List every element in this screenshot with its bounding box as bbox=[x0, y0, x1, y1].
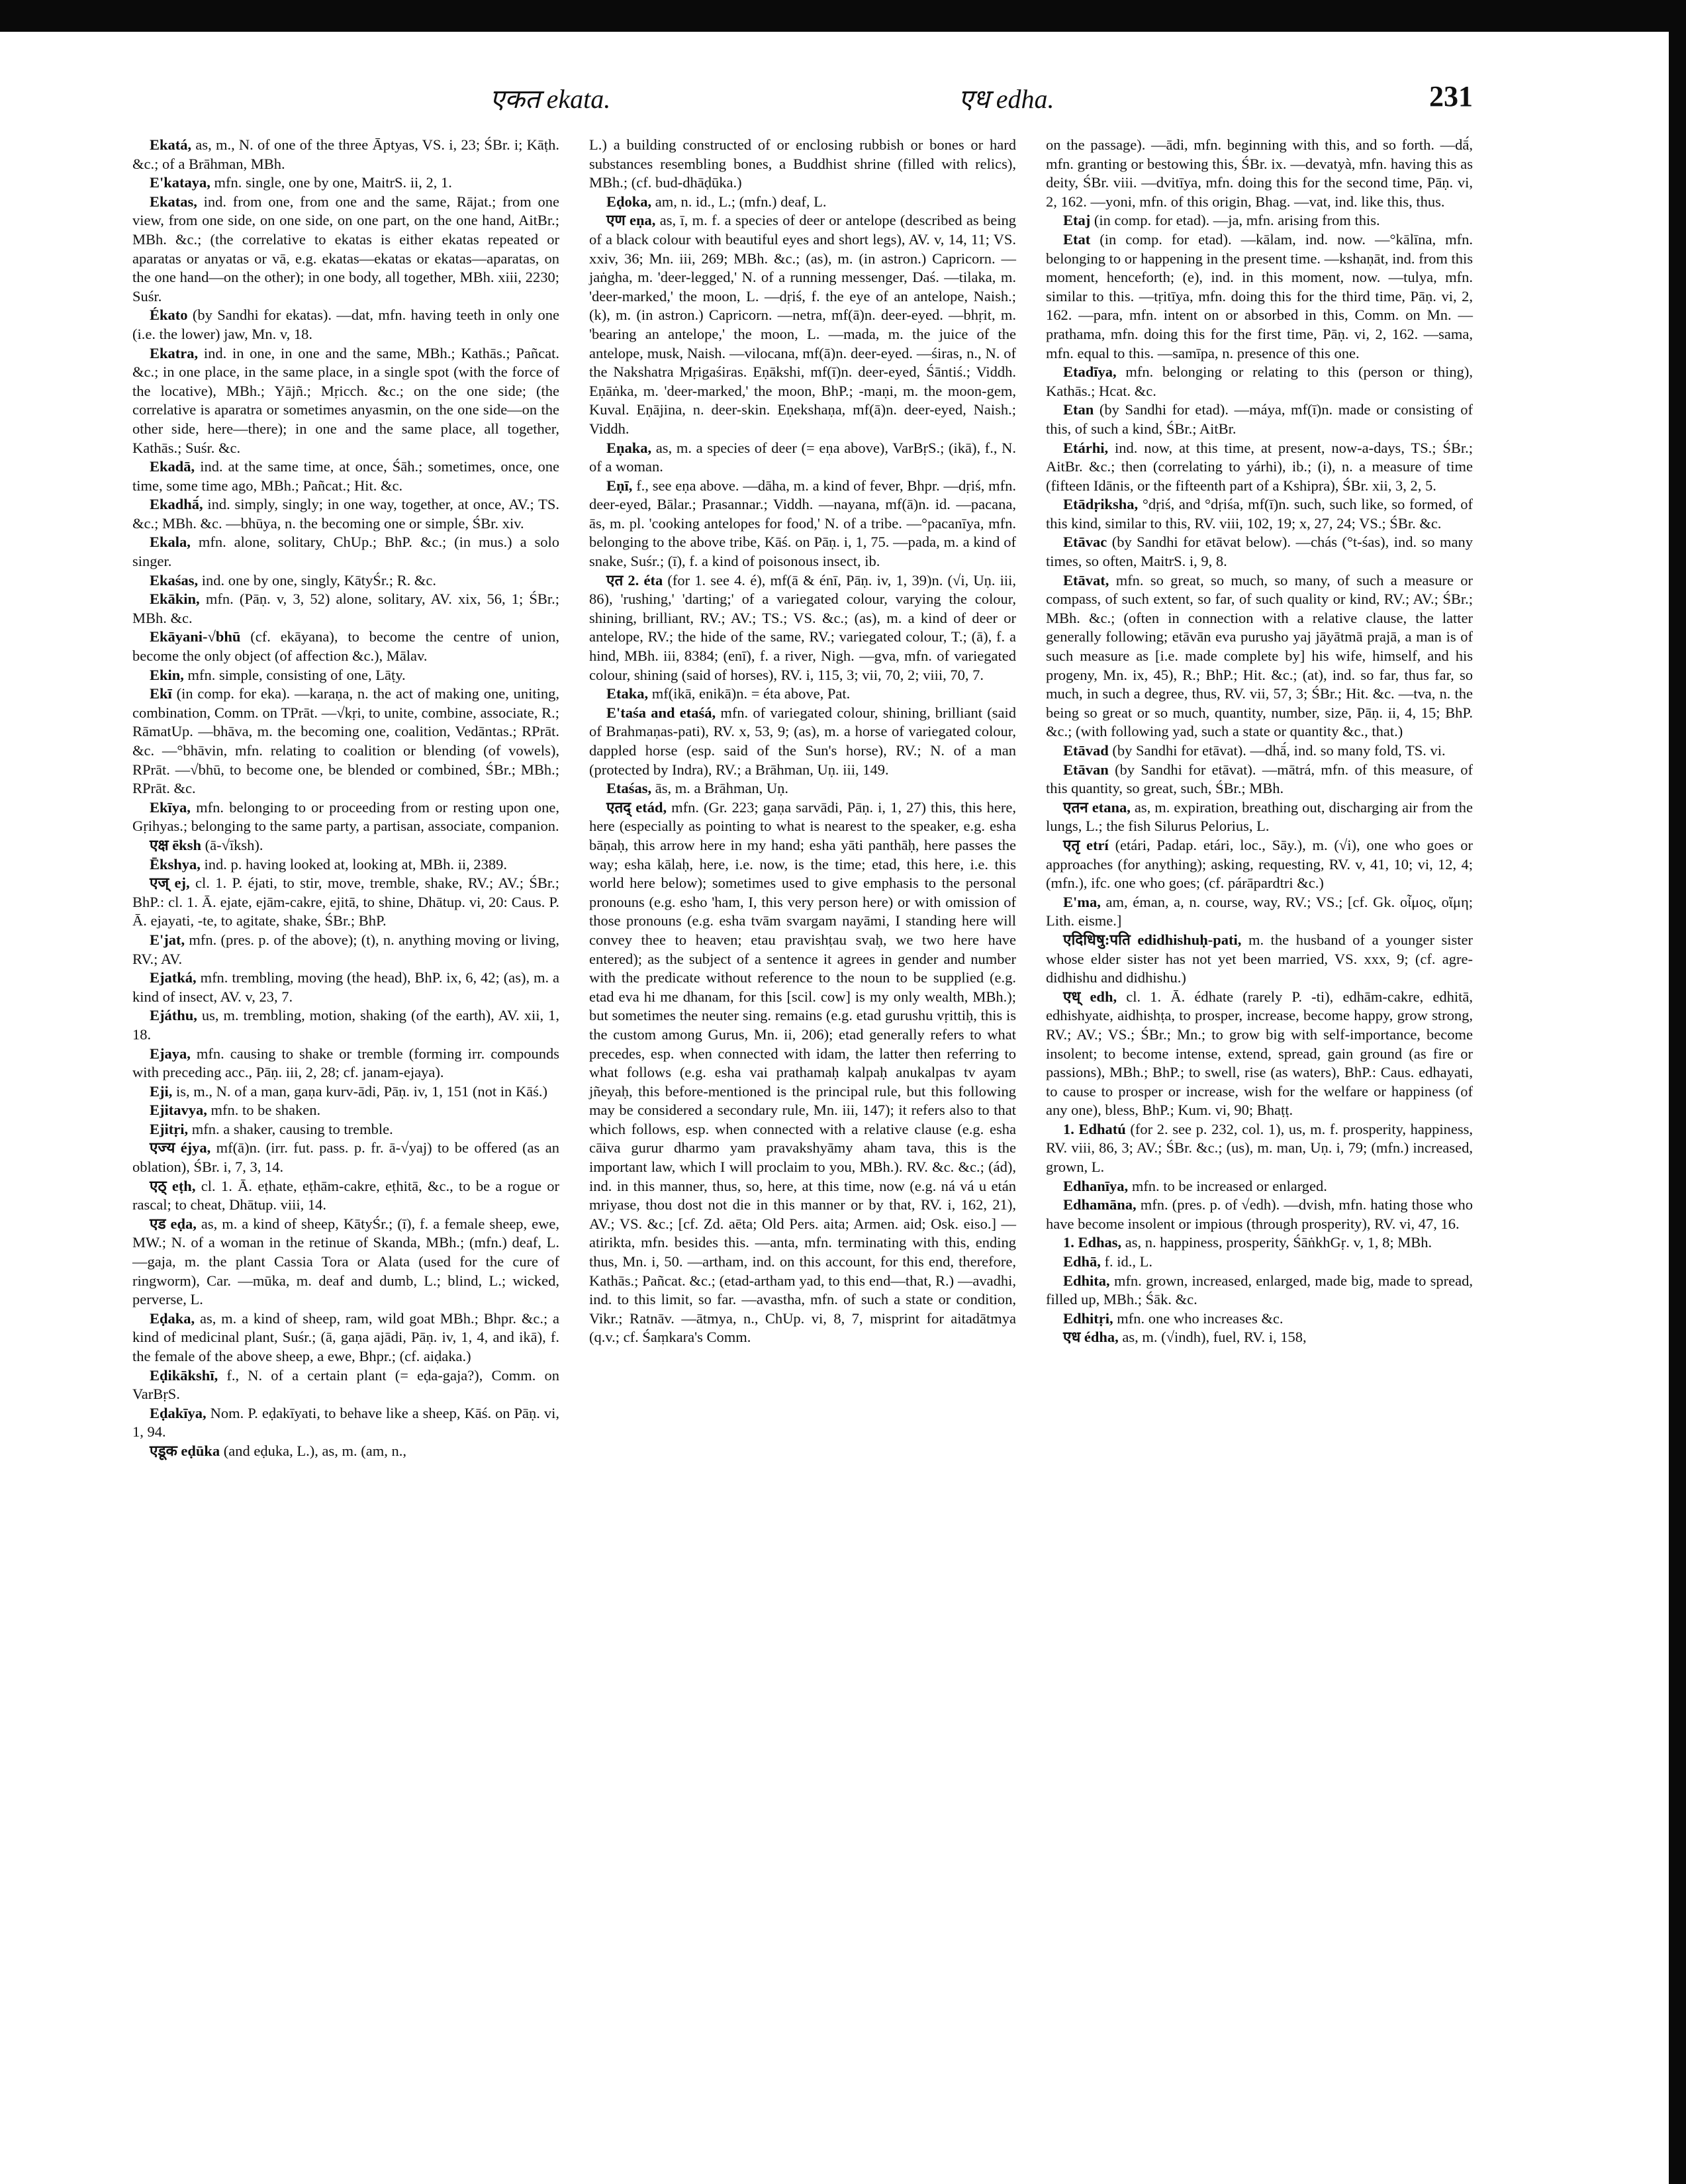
entry-definition: mf(ikā, enikā)n. = éta above, Pat. bbox=[651, 685, 851, 702]
entry-definition: mfn. belonging or relating to this (person or thing), Kathās.; Hcat. &c. bbox=[1046, 363, 1474, 399]
running-head-left: एकत ekata. bbox=[490, 84, 611, 114]
dictionary-entry bbox=[1046, 363, 1473, 401]
entry-headword: Ēkshya, bbox=[150, 855, 201, 873]
dictionary-entry bbox=[132, 1366, 559, 1404]
entry-definition: as, m. a kind of sheep, KātyŚr.; (ī), f. a female sheep, ewe, MW.; N. of a woman in the retinue of Skanda, MBh.; (mfn.) deaf, L. —gaja, m. the plant Cassia Tora or Alata (used for the cure of ringworm), Car. —mūka, m. deaf and dumb, L.; blind, L.; wicked, perverse, L. bbox=[132, 1215, 560, 1308]
entry-definition: (ā-√īksh). bbox=[205, 836, 263, 853]
entry-headword: Ekin, bbox=[150, 666, 184, 683]
dictionary-entry bbox=[1046, 741, 1473, 761]
dictionary-entry bbox=[1046, 495, 1473, 533]
dictionary-entry bbox=[132, 1045, 559, 1082]
entry-headword: Edhamāna, bbox=[1063, 1196, 1137, 1213]
entry-headword: Eḍoka, bbox=[606, 193, 652, 210]
entry-headword: 1. Edhatú bbox=[1063, 1120, 1126, 1137]
dictionary-entry bbox=[1046, 230, 1473, 363]
dictionary-entry bbox=[132, 495, 559, 533]
dictionary-entry bbox=[132, 1309, 559, 1366]
entry-headword: Etaśas, bbox=[606, 780, 652, 797]
entry-definition: mfn. belonging to or proceeding from or resting upon one, Gṛihyas.; belonging to the same party, a partisan, associate, companion. bbox=[132, 798, 560, 835]
entry-definition: (cf. ekāyana), to become the centre of union, become the only object (of affection &c.), Mālav. bbox=[132, 628, 560, 665]
entry-definition: (in comp. for etad). —ja, mfn. arising from this. bbox=[1094, 212, 1380, 229]
entry-headword: एध् edh, bbox=[1063, 988, 1117, 1005]
entry-definition: as, m. (√indh), fuel, RV. i, 158, bbox=[1122, 1329, 1307, 1346]
dictionary-entry bbox=[1046, 1177, 1473, 1196]
entry-headword: Ekadā, bbox=[150, 458, 195, 475]
entry-headword: Ejatká, bbox=[150, 969, 197, 986]
entry-headword: Etárhi, bbox=[1063, 439, 1109, 456]
dictionary-entry bbox=[132, 855, 559, 875]
entry-headword: Etāvad bbox=[1063, 742, 1109, 759]
entry-definition: is, m., N. of a man, gaṇa kurv-ādi, Pāṇ. iv, 1, 151 (not in Kāś.) bbox=[176, 1082, 547, 1100]
dictionary-entry bbox=[1046, 931, 1473, 988]
dictionary-column-middle bbox=[589, 136, 1016, 1347]
entry-headword: Eḍakīya, bbox=[150, 1404, 207, 1421]
entry-definition: (etári, Padap. etári, loc., Sāy.), m. (√i), one who goes or approaches (for anything); asking, requesting, RV. v, 41, 10; vi, 12, 4; (mfn.), ifc. one who goes; (cf. párāpardtri &c.) bbox=[1046, 836, 1473, 892]
entry-headword: Ekatra, bbox=[150, 344, 199, 361]
dictionary-entry bbox=[132, 1139, 559, 1176]
entry-headword: Edhā, bbox=[1063, 1253, 1101, 1270]
entry-headword: Ekadhā́, bbox=[150, 496, 203, 513]
dictionary-entry bbox=[1046, 571, 1473, 741]
entry-definition: (in comp. for eka). —karaṇa, n. the act of making one, uniting, combination, Comm. on TPrāt. —√kṛi, to unite, combine, associate, R.; RāmatUp. —bhāva, m. the becoming one, coalition, Vedāntas.; RPrāt. &c. —°bhāvin, mfn. relating to coalition or blending (of vowels), RPrāt. —√bhū, to become one, be blended or combined, ŚBr.; MBh.; RPrāt. &c. bbox=[132, 685, 560, 797]
dictionary-entry bbox=[589, 798, 1016, 1347]
entry-definition: f., see eṇa above. —dāha, m. a kind of fever, Bhpr. —dṛiś, mfn. deer-eyed, Bālar.; Prasannar.; Viddh. —nayana, mf(ā)n. id. —pacana, ās, m. pl. 'cooking antelopes for food,' N. of a tribe. —°pacanīya, mfn. belonging to the above tribe, Kāś. on Pāṇ. i, 1, 75. —pada, m. a kind of snake, Suśr.; (ī), f. a kind of poisonous insect, ib. bbox=[589, 477, 1017, 570]
dictionary-entry bbox=[132, 1404, 559, 1442]
dictionary-entry bbox=[132, 1442, 559, 1461]
dictionary-entry bbox=[589, 477, 1016, 571]
dictionary-entry bbox=[1046, 836, 1473, 893]
page-number: 231 bbox=[1429, 80, 1473, 113]
entry-headword: एत 2. éta bbox=[606, 571, 663, 589]
dictionary-entry bbox=[1046, 798, 1473, 836]
entry-headword: E'kataya, bbox=[150, 174, 211, 191]
entry-definition: ās, m. a Brāhman, Uṇ. bbox=[655, 780, 788, 797]
dictionary-entry bbox=[1046, 988, 1473, 1120]
dictionary-entry bbox=[1046, 893, 1473, 931]
dictionary-entry bbox=[132, 533, 559, 571]
entry-definition: mfn. (pres. p. of the above); (t), n. anything moving or living, RV.; AV. bbox=[132, 931, 559, 967]
entry-definition: (by Sandhi for etāvat). —mātrá, mfn. of this measure, of this quantity, so great, such, ŚBr.; MBh. bbox=[1046, 761, 1473, 797]
dictionary-column-right bbox=[1046, 136, 1473, 1347]
entry-headword: एडूक eḍūka bbox=[150, 1442, 220, 1459]
dictionary-entry bbox=[132, 590, 559, 628]
entry-headword: Etat bbox=[1063, 230, 1091, 248]
entry-headword: Etādṛiksha, bbox=[1063, 496, 1139, 513]
entry-definition: mfn. to be increased or enlarged. bbox=[1131, 1177, 1327, 1194]
dictionary-entry bbox=[589, 211, 1016, 438]
entry-definition: (in comp. for etad). —kālam, ind. now. —°kālīna, mfn. belonging to or happening in the present time. —kshaṇāt, ind. from this moment, henceforth; (e), ind. in this moment, now. —tulya, mfn. similar to this. —tṛitīya, mfn. doing this for the third time, Pāṇ. vi, 2, 162. —para, mfn. intent on or absorbed in this, Comm. on Mn. —prathama, mfn. doing this for the first time, Pāṇ. vi, 2, 162. —sama, mfn. equal to this. —samīpa, n. presence of this one. bbox=[1046, 230, 1473, 361]
entry-headword: Ejitavya, bbox=[150, 1102, 207, 1119]
scan-top-border bbox=[0, 0, 1686, 32]
dictionary-entry bbox=[132, 836, 559, 855]
entry-definition: as, ī, m. f. a species of deer or antelope (described as being of a black colour with beautiful eyes and short legs), AV. v, 14, 11; VS. xxiv, 36; Mn. iii, 269; MBh. &c.; (as), m. (in astron.) Capricorn. —jaṅgha, m. 'deer-legged,' N. of a running messenger, Daś. —tilaka, m. 'deer-marked,' the moon, L. —dṛiś, f. the eye of an antelope, Naish.; (k), m. (in astron.) Capricorn. —netra, mf(ā)n. deer-eyed. —bhṛit, m. 'bearing an antelope,' the moon, L. —mada, m. the juice of the antelope, musk, Naish. —vilocana, mf(ā)n. deer-eyed. —śiras, n., N. of the Nakshatra Mṛigaśiras. Eṇākshi, mf(ī)n. deer-eyed, Śāntiś.; Viddh. Eṇāṅka, m. 'deer-marked,' the moon, BhP.; -maṇi, m. the moon-gem, Kuval. Eṇājina, n. deer-skin. Eṇekshaṇa, mf(ā)n. deer-eyed, Naish.; Viddh. bbox=[589, 212, 1017, 437]
entry-headword: Ekatas, bbox=[150, 193, 197, 210]
page-header bbox=[132, 79, 1473, 119]
entry-definition: (for 1. see 4. é), mf(ā & énī, Pāṇ. iv, 1, 39)n. (√i, Uṇ. iii, 86), 'rushing,' 'darting;' of a variegated colour, varying the colour, shining, brilliant, RV.; AV.; TS.; VS. &c.; (as), m. a kind of deer or antelope, RV.; the hide of the same, RV.; variegated colour, T.; (ā), f. a hind, MBh. iii, 8384; (enī), f. a river, Nigh. —gva, mfn. of variegated colour, shining (said of horses), RV. i, 115, 3; vii, 70, 2; viii, 70, 7. bbox=[589, 571, 1017, 683]
entry-headword: Etan bbox=[1063, 401, 1094, 418]
dictionary-entry bbox=[589, 136, 1016, 193]
entry-headword: एड eḍa, bbox=[150, 1215, 197, 1232]
dictionary-entry bbox=[1046, 1233, 1473, 1253]
entry-definition: mfn. trembling, moving (the head), BhP. ix, 6, 42; (as), m. a kind of insect, AV. v, 23, 7. bbox=[132, 969, 560, 1005]
dictionary-entry bbox=[589, 193, 1016, 212]
dictionary-entry bbox=[132, 1101, 559, 1120]
entry-headword: Ejitṛi, bbox=[150, 1120, 189, 1137]
entry-headword: एज्य éjya, bbox=[150, 1139, 211, 1157]
entry-headword: Ejaya, bbox=[150, 1045, 191, 1062]
dictionary-entry bbox=[1046, 1196, 1473, 1233]
dictionary-entry bbox=[132, 1215, 559, 1309]
dictionary-entry bbox=[132, 798, 559, 836]
entry-definition: cl. 1. Ā. édhate (rarely P. -ti), edhām-cakre, edhitā, edhishyate, aidhishṭa, to prosper, increase, become happy, grow strong, RV.; AV.; VS.; ŚBr.; Mn.; to grow big with self-importance, become insolent; to become intense, extend, spread, gain ground (as fire or passions), MBh.; BhP.; to swell, rise (as waters), BhP.: Caus. edhayati, to cause to prosper or increase, wish for the welfare or happiness (of any one), bless, BhP.; Kum. vi, 90; Bhaṭṭ. bbox=[1046, 988, 1474, 1119]
entry-definition: mfn. so great, so much, so many, of such a measure or compass, of such extent, so far, of such quality or kind, RV.; AV.; ŚBr.; MBh. &c.; (often in connection with a relative clause, the latter generally following; etāvān eva purusho yaj jāyātmā prajā, a man is of such measure as [i.e. made complete by] his wife, himself, and his progeny, Mn. ix, 45), R.; BhP.; Hit. &c.; (at), ind. so far, thus far, so much, in such a degree, thus, RV. vii, 57, 3; ŚBr.; Hit. &c. —tva, n. the being so great or so much, quantity, number, size, Pāṇ. ii, 4, 15; BhP. &c.; (with following yad, such a state or quantity &c., that.) bbox=[1046, 571, 1473, 740]
entry-definition: (for 2. see p. 232, col. 1), us, m. f. prosperity, happiness, RV. viii, 86, 3; AV.; ŚBr. &c.; (us), m. man, Uṇ. i, 79; (mfn.) increased, grown, L. bbox=[1046, 1120, 1473, 1176]
dictionary-entry bbox=[1046, 136, 1473, 211]
dictionary-entry bbox=[132, 1177, 559, 1215]
entry-definition: us, m. trembling, motion, shaking (of the earth), AV. xii, 1, 18. bbox=[132, 1007, 560, 1043]
entry-headword: Eji, bbox=[150, 1082, 173, 1100]
entry-headword: Etadīya, bbox=[1063, 363, 1117, 381]
dictionary-entry bbox=[1046, 1253, 1473, 1272]
running-head-center: एध edha. bbox=[959, 84, 1054, 114]
dictionary-entry bbox=[1046, 1120, 1473, 1177]
entry-definition: L.) a building constructed of or enclosing rubbish or bones or hard substances resembling bones, a Buddhist shrine (filled with relics), MBh.; (cf. bud-dhāḍūka.) bbox=[589, 136, 1016, 191]
entry-headword: एदिधिषु:पति edidhishuḥ-pati, bbox=[1063, 931, 1242, 948]
entry-headword: E'ma, bbox=[1063, 893, 1101, 910]
dictionary-column-left bbox=[132, 136, 559, 1461]
entry-headword: Ekaśas, bbox=[150, 571, 199, 589]
entry-definition: mfn. to be shaken. bbox=[211, 1102, 321, 1119]
dictionary-entry bbox=[132, 193, 559, 307]
dictionary-entry bbox=[1046, 1328, 1473, 1347]
entry-headword: Edhita, bbox=[1063, 1272, 1110, 1289]
entry-definition: ind. one by one, singly, KātyŚr.; R. &c. bbox=[201, 571, 436, 589]
dictionary-entry bbox=[132, 874, 559, 931]
dictionary-entry bbox=[1046, 439, 1473, 496]
entry-definition: ind. p. having looked at, looking at, MBh. ii, 2389. bbox=[204, 855, 508, 873]
dictionary-entry bbox=[132, 306, 559, 344]
entry-headword: Ekatá, bbox=[150, 136, 192, 153]
dictionary-entry bbox=[1046, 1272, 1473, 1309]
entry-headword: Edhanīya, bbox=[1063, 1177, 1129, 1194]
entry-definition: mfn. simple, consisting of one, Lāṭy. bbox=[187, 666, 406, 683]
entry-definition: cl. 1. Ā. eṭhate, eṭhām-cakre, eṭhitā, &c., to be a rogue or rascal; to cheat, Dhātup. viii, 14. bbox=[132, 1177, 560, 1213]
dictionary-entry bbox=[1046, 533, 1473, 571]
dictionary-entry bbox=[132, 1082, 559, 1102]
entry-definition: ind. at the same time, at once, Śāh.; sometimes, once, one time, some time ago, MBh.; Pañcat.; Hit. &c. bbox=[132, 458, 559, 494]
dictionary-entry bbox=[132, 136, 559, 173]
entry-headword: Edhitṛi, bbox=[1063, 1309, 1113, 1327]
entry-headword: Ekāyani-√bhū bbox=[150, 628, 241, 645]
entry-headword: Ékato bbox=[150, 307, 188, 324]
entry-headword: एध édha, bbox=[1063, 1329, 1119, 1346]
entry-definition: am, éman, a, n. course, way, RV.; VS.; [cf. Gk. οἶμος, οἴμη; Lith. eisme.] bbox=[1046, 893, 1473, 929]
entry-definition: mfn. of variegated colour, shining, brilliant (said of Brahmaṇas-pati), RV. x, 53, 9; (as), m. a horse of variegated colour, dappled horse (esp. said of the Sun's horse), RV.; N. of a man (protected by Indra), RV.; a Brāhman, Uṇ. iii, 149. bbox=[589, 704, 1016, 778]
dictionary-entry bbox=[132, 1006, 559, 1044]
entry-headword: Eḍikākshī, bbox=[150, 1366, 218, 1384]
entry-headword: Etaka, bbox=[606, 685, 649, 702]
entry-headword: Eṇaka, bbox=[606, 439, 652, 456]
entry-headword: Ekala, bbox=[150, 534, 191, 551]
entry-headword: 1. Edhas, bbox=[1063, 1234, 1122, 1251]
entry-definition: mfn. grown, increased, enlarged, made big, made to spread, filled up, MBh.; Śāk. &c. bbox=[1046, 1272, 1474, 1308]
entry-definition: as, m. a species of deer (= eṇa above), VarBṛS.; (ikā), f., N. of a woman. bbox=[589, 439, 1017, 475]
entry-definition: °dṛiś, and °dṛiśa, mf(ī)n. such, such like, so formed, of this kind, similar to this, RV. viii, 102, 19; x, 27, 24; VS.; ŚBr. &c. bbox=[1046, 496, 1473, 532]
dictionary-entry bbox=[132, 666, 559, 685]
entry-definition: cl. 1. P. éjati, to stir, move, tremble, shake, RV.; AV.; ŚBr.; BhP.: cl. 1. Ā. ejate, ejām-cakre, ejitā, to shine, Dhātup. vi, 20: Caus. P. Ā. ejayati, -te, to agitate, shake, ŚBr.; BhP. bbox=[132, 875, 560, 929]
entry-headword: Etaj bbox=[1063, 212, 1091, 229]
entry-definition: ind. now, at this time, at present, now-a-days, TS.; ŚBr.; AitBr. &c.; then (correlating to yárhi), ib.; (i), n. a measure of time (fifteen Idānis, or the fifteenth part of a Kshipra), ŚBr. xii, 3, 2, 5. bbox=[1046, 439, 1473, 494]
entry-headword: Eḍaka, bbox=[150, 1309, 195, 1327]
entry-definition: mfn. a shaker, causing to tremble. bbox=[191, 1120, 393, 1137]
entry-headword: Ekīya, bbox=[150, 798, 191, 816]
dictionary-entry bbox=[589, 571, 1016, 685]
entry-headword: Ekī bbox=[150, 685, 172, 702]
dictionary-entry bbox=[132, 344, 559, 458]
entry-definition: f. id., L. bbox=[1104, 1253, 1153, 1270]
entry-definition: ind. in one, in one and the same, MBh.; Kathās.; Pañcat. &c.; in one place, in the same place, in a single spot (with the force of the locative), MBh.; Yājñ.; Mṛicch. &c.; on the one side; (the correlative is aparatra or sometimes anyasmin, on the one side—on the other side, here—there); in one and the same place, all together, Kathās.; Suśr. &c. bbox=[132, 344, 560, 456]
entry-headword: एठ् eṭh, bbox=[150, 1177, 196, 1194]
entry-headword: E'jat, bbox=[150, 931, 185, 948]
dictionary-entry bbox=[1046, 1309, 1473, 1329]
entry-definition: as, n. happiness, prosperity, ŚāṅkhGṛ. v, 1, 8; MBh. bbox=[1125, 1234, 1432, 1251]
entry-headword: Ejáthu, bbox=[150, 1007, 197, 1024]
entry-headword: एतृ etrí bbox=[1063, 836, 1109, 853]
entry-definition: Nom. P. eḍakīyati, to behave like a sheep, Kāś. on Pāṇ. vi, 1, 94. bbox=[132, 1404, 559, 1441]
entry-definition: (by Sandhi for etāvat below). —chás (°t-śas), ind. so many times, so often, MaitrS. i, 9, 8. bbox=[1046, 534, 1473, 570]
entry-definition: mfn. one who increases &c. bbox=[1117, 1309, 1284, 1327]
entry-headword: Etāvac bbox=[1063, 534, 1107, 551]
entry-definition: mfn. (Gr. 223; gaṇa sarvādi, Pāṇ. i, 1, 27) this, this here, here (especially as pointing to what is nearest to the speaker, e.g. esha bāṇaḥ, this arrow here in my hand; esha yāti panthāḥ, here passes the way; esha kālaḥ, here, i.e. now, is the time; etad, this here, i.e. this world here below); sometimes used to give emphasis to the personal pronouns (e.g. esho 'ham, I, this very person here) or with omission of those pronouns (e.g. esha tvām svargam nayāmi, I standing here will convey thee to heaven; etau pravishṭau svaḥ, we two here have entered); as the subject of a sentence it agrees in gender and number with the predicate without reference to the noun to be supplied (e.g. etad eva hi me dhanam, for this [scil. cow] is my only wealth, MBh.); but sometimes the neuter sing. remains (e.g. etad gurushu vṛittiḥ, this is the custom among Gurus, Mn. ii, 206); etad generally refers to what precedes, esp. when connected with idam, the latter then referring to what follows (e.g. esha vai prathamaḥ kalpaḥ anukalpas tv ayam jñeyaḥ, this before-mentioned is the principal rule, but this following may be considered a secondary rule, Mn. iii, 147); it refers also to that which follows, esp. when connected with a relative clause (e.g. esha cāiva gurur dharmo yam pravakshyāmy aham tava, this is the important law, which I will proclaim to you, MBh.). RV. &c. &c.; (ád), ind. in this manner, thus, so, here, at this time, now (e.g. ná vá u etán mriyase, thou dost not die in this manner or by that, RV. i, 162, 21), AV.; VS. &c.; [cf. Zd. aēta; Old Pers. aita; Armen. aid; Osk. eiso.] —atirikta, mfn. besides this. —anta, mfn. terminating with this, ending thus, Mn. i, 50. —artham, ind. on this account, for this end, therefore, Kathās.; Pañcat. &c.; (etad-artham yad, to this end—that, R.) —avadhi, ind. to this limit, so far. —avastha, mfn. of such a state or condition, Vikr.; Ratnāv. —ātmya, n., ChUp. vi, 8, 7, misprint for aitadātmya (q.v.; cf. Śaṃkara's Comm. bbox=[589, 798, 1016, 1346]
dictionary-entry bbox=[1046, 401, 1473, 438]
entry-headword: Ekākin, bbox=[150, 591, 200, 608]
entry-definition: mfn. alone, solitary, ChUp.; BhP. &c.; (in mus.) a solo singer. bbox=[132, 534, 559, 570]
entry-definition: as, m., N. of one of the three Āptyas, VS. i, 23; ŚBr. i; Kāṭh. &c.; of a Brāhman, MBh. bbox=[132, 136, 560, 172]
dictionary-entry bbox=[132, 457, 559, 495]
entry-headword: Eṇī, bbox=[606, 477, 633, 494]
entry-headword: एक्ष ēksh bbox=[150, 836, 201, 853]
entry-headword: एज् ej, bbox=[150, 875, 190, 892]
entry-definition: mfn. (pres. p. of √edh). —dvish, mfn. hating those who have become insolent or impious (through prosperity), RV. vi, 47, 16. bbox=[1046, 1196, 1473, 1232]
entry-definition: m. the husband of a younger sister whose elder sister has not yet been married, VS. xxx, 9; (cf. agre-didhishu and didhishu.) bbox=[1046, 931, 1474, 986]
entry-definition: mf(ā)n. (irr. fut. pass. p. fr. ā-√yaj) to be offered (as an oblation), ŚBr. i, 7, 3, 14. bbox=[132, 1139, 559, 1176]
entry-definition: (and eḍuka, L.), as, m. (am, n., bbox=[223, 1442, 406, 1459]
dictionary-entry bbox=[1046, 211, 1473, 230]
entry-headword: एतद् etád, bbox=[606, 798, 667, 816]
entry-definition: on the passage). —ādi, mfn. beginning with this, and so forth. —dā́, mfn. granting or bestowing this, ŚBr. ix. —devatyà, mfn. having this as deity, ŚBr. viii. —dvitīya, mfn. doing this for the second time, Pāṇ. vi, 2, 162. —yoni, mfn. of this origin, Bhag. —vat, ind. like this, thus. bbox=[1046, 136, 1473, 210]
entry-definition: mfn. single, one by one, MaitrS. ii, 2, 1. bbox=[214, 174, 452, 191]
entry-headword: Etāvat, bbox=[1063, 571, 1109, 589]
entry-headword: एण eṇa, bbox=[606, 212, 656, 229]
entry-definition: (by Sandhi for etad). —máya, mf(ī)n. made or consisting of this, of such a kind, ŚBr.; AitBr. bbox=[1046, 401, 1473, 437]
scan-right-edge bbox=[1669, 32, 1686, 2184]
entry-definition: (by Sandhi for etāvat). —dhā́, ind. so many fold, TS. vi. bbox=[1112, 742, 1446, 759]
entry-headword: Etāvan bbox=[1063, 761, 1109, 778]
entry-definition: mfn. (Pāṇ. v, 3, 52) alone, solitary, AV. xix, 56, 1; ŚBr.; MBh. &c. bbox=[132, 591, 559, 626]
dictionary-entry bbox=[132, 969, 559, 1006]
dictionary-entry bbox=[589, 439, 1016, 477]
entry-definition: as, m. a kind of sheep, ram, wild goat MBh.; Bhpr. &c.; a kind of medicinal plant, Suśr.; (ā, gaṇa ajādi, Pāṇ. iv, 1, 4, and ikā), f. the female of the above sheep, a ewe, Bhpr.; (cf. aiḍaka.) bbox=[132, 1309, 560, 1364]
dictionary-entry bbox=[132, 931, 559, 969]
entry-definition: f., N. of a certain plant (= eḍa-gaja?), Comm. on VarBṛS. bbox=[132, 1366, 559, 1403]
entry-headword: एतन etana, bbox=[1063, 798, 1131, 816]
dictionary-entry bbox=[132, 173, 559, 193]
dictionary-entry bbox=[589, 704, 1016, 779]
dictionary-entry bbox=[589, 685, 1016, 704]
entry-definition: ind. simply, singly; in one way, together, at once, AV.; TS. &c.; MBh. &c. —bhūya, n. the becoming one or simple, ŚBr. xiv. bbox=[132, 496, 559, 532]
entry-definition: as, m. expiration, breathing out, discharging air from the lungs, L.; the fish Silurus Pelorius, L. bbox=[1046, 798, 1474, 835]
dictionary-entry bbox=[1046, 761, 1473, 798]
entry-definition: am, n. id., L.; (mfn.) deaf, L. bbox=[655, 193, 827, 210]
dictionary-entry bbox=[589, 779, 1016, 798]
dictionary-entry bbox=[132, 1120, 559, 1139]
entry-headword: E'taśa and etaśá, bbox=[606, 704, 716, 721]
entry-definition: (by Sandhi for ekatas). —dat, mfn. having teeth in only one (i.e. the lower) jaw, Mn. v, 18. bbox=[132, 307, 560, 342]
dictionary-entry bbox=[132, 571, 559, 591]
dictionary-entry bbox=[132, 628, 559, 665]
dictionary-entry bbox=[132, 685, 559, 798]
entry-definition: ind. from one, from one and the same, Rājat.; from one view, from one side, on one side, on one part, on the one hand, AitBr.; MBh. &c.; (the correlative to ekatas is either ekatas repeated or aparatas or anyatas or vā, e.g. ekatas—ekatas or ekatas—aparatas, on the one hand—on the other); in one body, all together, MBh. xiii, 2230; Suśr. bbox=[132, 193, 559, 305]
entry-definition: mfn. causing to shake or tremble (forming irr. compounds with preceding acc., Pāṇ. iii, 2, 28; cf. janam-ejaya). bbox=[132, 1045, 559, 1081]
